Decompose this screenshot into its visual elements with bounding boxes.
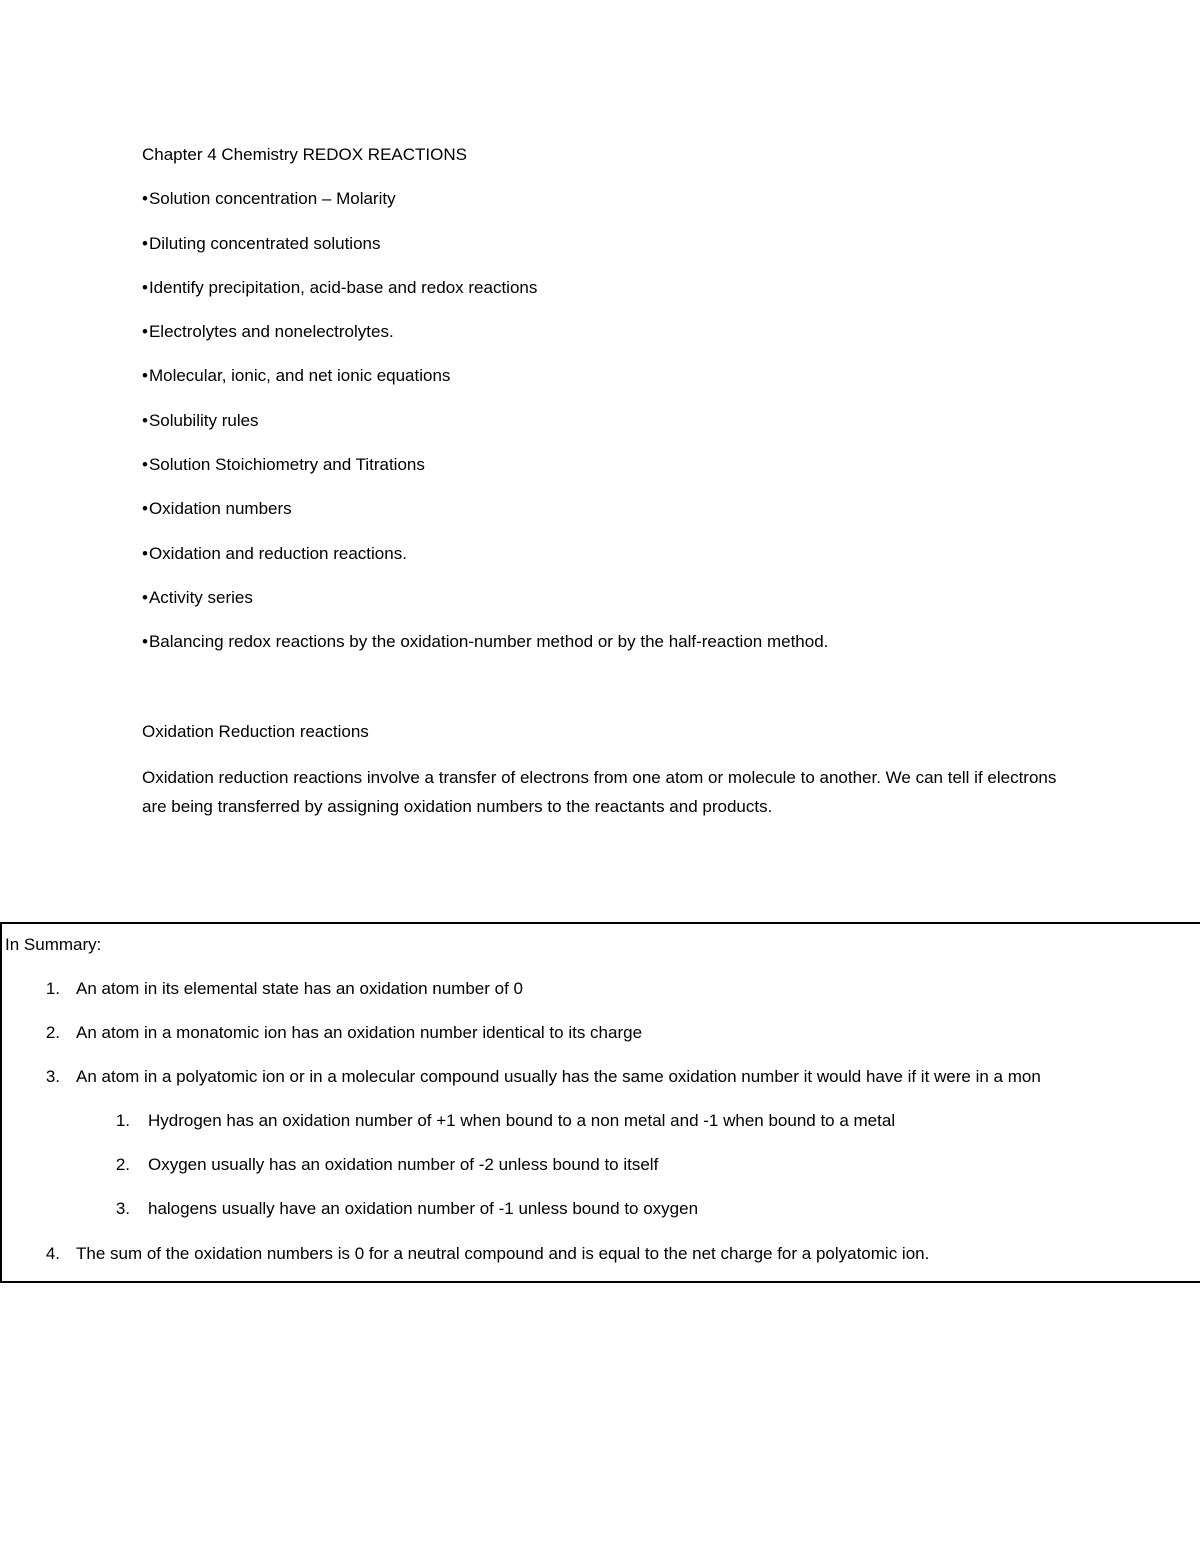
summary-subitem <box>2 1196 1200 1240</box>
bullet-item: • Activity series <box>142 585 1102 629</box>
summary-title: In Summary: <box>5 935 102 954</box>
bullet-item: • Oxidation and reduction reactions. <box>142 541 1102 585</box>
bullet-item: • Balancing redox reactions by the oxidation-number method or by the half-reaction method. <box>142 629 1102 673</box>
item-text: An atom in its elemental state has an oxidation number of 0 <box>76 979 523 998</box>
bullet-item: • Diluting concentrated solutions <box>142 231 1102 275</box>
item-number: 1. <box>45 979 60 998</box>
item-text: An atom in a monatomic ion has an oxidation number identical to its charge <box>76 1023 643 1043</box>
item-text: Oxygen usually has an oxidation number of -2 unless bound to itself <box>148 1155 659 1175</box>
item-number: 1. <box>115 1111 130 1131</box>
bullet-item: • Molecular, ionic, and net ionic equations <box>142 363 1102 407</box>
bullet-item: • Oxidation numbers <box>142 496 1102 540</box>
item-text: halogens usually have an oxidation number of -1 unless bound to oxygen <box>148 1199 699 1219</box>
bullet-item: • Solution Stoichiometry and Titrations <box>142 452 1102 496</box>
bullet-item: • Identify precipitation, acid-base and redox reactions <box>142 275 1102 319</box>
summary-box <box>0 922 1200 1283</box>
item-number: 2. <box>45 1023 60 1043</box>
item-number: 2. <box>115 1155 130 1175</box>
item-text: Hydrogen has an oxidation number of +1 when bound to a non metal and -1 when bound to a metal <box>148 1111 896 1131</box>
summary-item <box>2 1064 1200 1108</box>
summary-list <box>2 976 1200 1283</box>
item-text: The sum of the oxidation numbers is 0 for a neutral compound and is equal to the net charge for a polyatomic ion. <box>76 1243 930 1263</box>
summary-item <box>2 1020 1200 1064</box>
summary-subitem <box>2 1152 1200 1196</box>
item-number: 3. <box>45 1067 60 1087</box>
paragraph: Oxidation reduction reactions involve a transfer of electrons from one atom or molecule to another. We can tell if electrons are being transferred by assigning oxidation numbers to the reactants and products. <box>142 767 1057 816</box>
summary-item <box>2 1241 1200 1283</box>
document-title: Chapter 4 Chemistry REDOX REACTIONS <box>142 145 467 164</box>
summary-subitem <box>2 1108 1200 1152</box>
item-text: An atom in a polyatomic ion or in a molecular compound usually has the same oxidation number it would have if it were in a mon <box>76 1067 1041 1087</box>
section-title: Oxidation Reduction reactions <box>142 721 369 741</box>
document-body <box>142 142 1102 821</box>
summary-item <box>2 976 1200 1020</box>
item-number: 3. <box>115 1199 130 1219</box>
item-number: 4. <box>45 1243 60 1263</box>
bullet-item: • Electrolytes and nonelectrolytes. <box>142 319 1102 363</box>
bullet-item: • Solution concentration – Molarity <box>142 186 1102 230</box>
bullet-item: • Solubility rules <box>142 408 1102 452</box>
